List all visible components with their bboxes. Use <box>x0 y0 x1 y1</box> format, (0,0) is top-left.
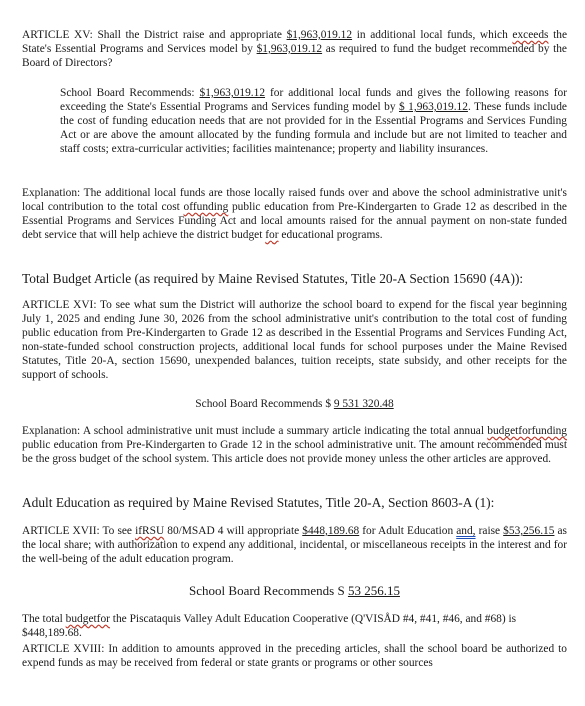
recommendation-15-text: School Board Recommends: <box>60 87 200 99</box>
recommendation-15-text: . These funds include the cost of funding education needs that are not provided for in the Essential Programs and Services Funding Act or are above the amount allocated by the funding formula and include but are not limited to teacher and staff costs; extra-curricular activities; facilities maintenance; property and liability insurances. <box>60 101 567 155</box>
recommendation-15-amount: $1,963,019.12 <box>199 87 266 99</box>
recommendation-15-text: for additional local funds and gives the following reasons for exceeding the State's Essential Programs and Services funding model by <box>60 87 567 113</box>
recommendation-16-amount: 9 531 320.48 <box>333 398 394 410</box>
recommendation-15-amount: $ 1,963,019.12 <box>399 101 468 113</box>
article-17-amount: $53,256.15 <box>503 525 555 537</box>
article-15 <box>22 28 567 70</box>
heading-adult-education: Adult Education as required by Maine Revised Statutes, Title 20-A, Section 8603-A (1): <box>22 495 495 510</box>
heading-total-budget: Total Budget Article (as required by Maine Revised Statutes, Title 20-A Section 15690 (4A)): <box>22 271 524 286</box>
spelling-flag: offunding <box>183 201 229 213</box>
recommendation-17-label: School Board Recommends S <box>189 583 348 598</box>
article-17-text: for Adult Education <box>359 525 457 537</box>
article-15-text: as required to fund the budget recommended by the Board of Directors? <box>22 43 567 69</box>
article-17 <box>22 524 567 566</box>
recommendation-16 <box>22 397 567 411</box>
article-17-text: 80/MSAD 4 will appropriate <box>164 525 303 537</box>
article-17-text: raise <box>475 525 504 537</box>
article-17-text: as the local share; with authorization to expend any additional, incidental, or miscellaneous receipts in the interest and for the well-being of the adult education program. <box>22 525 567 565</box>
spelling-flag: ifRSU <box>135 525 165 537</box>
explanation-15-text: educational programs. <box>278 229 383 241</box>
article-15-text: ARTICLE XV: Shall the District raise and appropriate <box>22 29 287 41</box>
spelling-flag: budgetfor <box>65 613 110 625</box>
spelling-flag: for <box>265 229 279 241</box>
article-15-amount: $1,963,019.12 <box>256 43 323 55</box>
article-18: ARTICLE XVIII: In addition to amounts approved in the preceding articles, shall the school board be authorized to expend funds as may be received from federal or state grants or programs or other sources <box>22 643 567 669</box>
article-16: ARTICLE XVI: To see what sum the District will authorize the school board to expend for the fiscal year beginning July 1, 2025 and ending June 30, 2026 from the school administrative unit's contribution to the total cost of funding public education from Pre-Kindergarten to Grade 12 as described in the Essential Programs and Services Funding Act, non-state-funded school construction projects, additional local funds for school purposes under the Maine Revised Statutes, Title 20-A, section 15690, unexpended balances, tuition receipts, state subsidy, and other receipts for the support of schools. <box>22 299 567 381</box>
recommendation-15 <box>60 86 567 156</box>
recommendation-17 <box>22 584 567 598</box>
adult-education-total <box>22 612 570 640</box>
adult-education-total-text: the Piscataquis Valley Adult Education Cooperative (Q'VISÅD #4, #41, #46, and #68) is $448,189.68. <box>22 613 517 639</box>
explanation-15-text: Explanation: The additional local funds are those locally raised funds over and above the school administrative unit's local contribution to the total cost <box>22 187 567 213</box>
article-17-amount: $448,189.68 <box>302 525 360 537</box>
spelling-flag: budgetforfunding <box>487 425 567 437</box>
explanation-15 <box>22 186 567 242</box>
article-15-amount: $1,963,019.12 <box>286 29 353 41</box>
grammar-flag: and, <box>456 525 476 537</box>
explanation-16-text: Explanation: A school administrative unit must include a summary article indicating the total annual <box>22 425 488 437</box>
spelling-flag: exceeds <box>512 29 549 41</box>
explanation-15-text: public education from Pre-Kindergarten to Grade 12 as described in the Essential Programs and Services Funding Act and local amounts raised for the annual payment on non-state funded debt service that will help achieve the district budget <box>22 201 567 241</box>
article-15-text: in additional local funds, which <box>352 29 513 41</box>
explanation-16-text: public education from Pre-Kindergarten to Grade 12 in the school administrative unit. The amount recommended must be the gross budget of the school system. This article does not provide money unless the other articles are approved. <box>22 439 567 465</box>
explanation-16 <box>22 424 567 466</box>
recommendation-17-amount: 53 256.15 <box>347 583 400 598</box>
adult-education-total-text: The total <box>22 613 66 625</box>
article-17-text: ARTICLE XVII: To see <box>22 525 136 537</box>
article-15-text: the State's Essential Programs and Services model by <box>22 29 568 55</box>
recommendation-16-label: School Board Recommends $ <box>195 398 334 410</box>
